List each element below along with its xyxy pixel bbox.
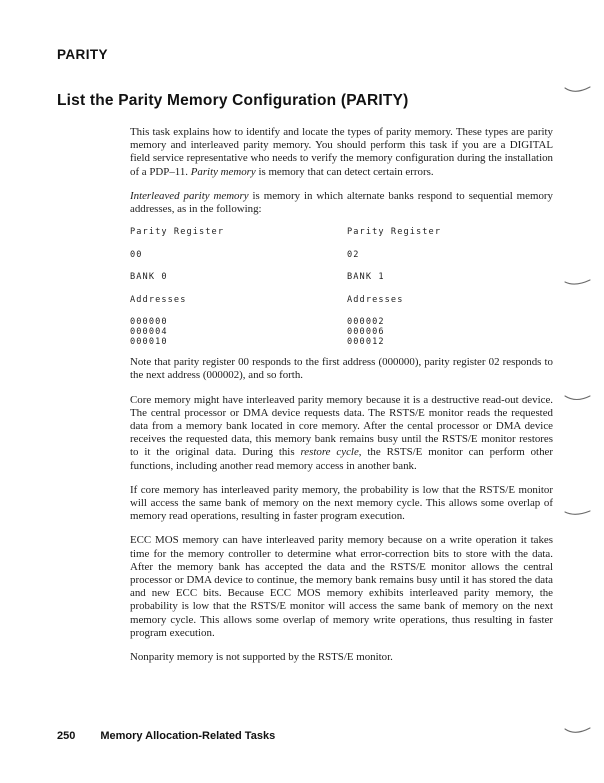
italic-term-restore-cycle: restore cycle	[300, 446, 359, 459]
paragraph-text: is memory in which alternate banks respond to sequential memory addresses, as in the following:	[130, 189, 553, 216]
paragraph-intro	[130, 126, 553, 179]
page-title: List the Parity Memory Configuration (PARITY)	[57, 92, 409, 109]
parity-register-table	[130, 227, 553, 347]
page-footer	[57, 730, 275, 742]
address-value: 000006	[347, 327, 385, 338]
italic-term-parity-memory: Parity memory	[190, 165, 256, 178]
address-value: 000004	[130, 327, 168, 338]
paragraph-interleaved-def	[130, 190, 553, 216]
addresses-label: Addresses	[347, 294, 404, 305]
address-value: 000000	[130, 317, 168, 328]
register-label: Parity Register	[347, 227, 442, 238]
register-column-bank0	[130, 227, 347, 347]
paragraph-text: is memory that can detect certain errors.	[255, 165, 434, 178]
register-value: 02	[347, 249, 360, 260]
bank-label: BANK 0	[130, 272, 168, 283]
bank-label: BANK 1	[347, 272, 385, 283]
paragraph-text: This task explains how to identify and locate the types of parity memory. These types are parity memory and interleaved parity memory. You should perform this task if you are a DIGITAL field service representative who needs to verify the memory configuration during the installation of a PDP–11.	[130, 126, 553, 178]
paragraph-core-memory	[130, 394, 553, 473]
paragraph-text: Core memory might have interleaved parity memory because it is a destructive read-out device. The central processor or DMA device requests data. The RSTS/E monitor reads the requested data from a memory bank located in core memory. After the cental processor or DMA device receives the requested data, this memory bank remains busy until the RSTS/E monitor restores to it the original data. During this	[130, 393, 553, 459]
register-label: Parity Register	[130, 227, 225, 238]
paragraph-nonparity: Nonparity memory is not supported by the RSTS/E monitor.	[130, 651, 393, 664]
page-curl-mark	[563, 726, 593, 738]
paragraph-text: , the RSTS/E monitor can perform other functions, including another read memory access in another bank.	[130, 446, 553, 472]
page-curl-mark	[563, 508, 593, 520]
register-value: 00	[130, 249, 143, 260]
page-curl-mark	[563, 393, 593, 405]
footer-section-title: Memory Allocation-Related Tasks	[100, 730, 276, 742]
address-value: 000010	[130, 337, 168, 348]
body-text-column	[130, 126, 553, 675]
page-curl-mark	[563, 85, 593, 97]
address-value: 000012	[347, 337, 385, 348]
page-number: 250	[57, 730, 76, 742]
italic-term-interleaved-parity-memory: Interleaved parity memory	[130, 189, 249, 202]
addresses-label: Addresses	[130, 294, 187, 305]
paragraph-ecc-mos: ECC MOS memory can have interleaved parity memory because on a write operation it takes time for the memory controller to determine what error-correction bits to store with the data. After the memory bank has accepted the data and the RSTS/E monitor allows the central processor or DMA device to continue, the memory bank remains busy until it has stored the data and new ECC bits. Because ECC MOS memory exhibits interleaved parity memory, the probability is low that the RSTS/E monitor will access the same bank of memory on the next memory cycle. This allows some overlap of memory write operations, thus resulting in faster program execution.	[130, 534, 553, 639]
page-curl-mark	[563, 278, 593, 290]
running-head: PARITY	[57, 47, 108, 62]
paragraph-core-interleaved: If core memory has interleaved parity memory, the probability is low that the RSTS/E monitor will access the same bank of memory on the next memory cycle. This allows some overlap of memory read operations, resulting in faster program execution.	[130, 483, 553, 523]
paragraph-note: Note that parity register 00 responds to the first address (000000), parity register 02 responds to the next address (000002), and so forth.	[130, 356, 553, 382]
address-value: 000002	[347, 317, 385, 328]
register-column-bank1	[347, 227, 564, 347]
